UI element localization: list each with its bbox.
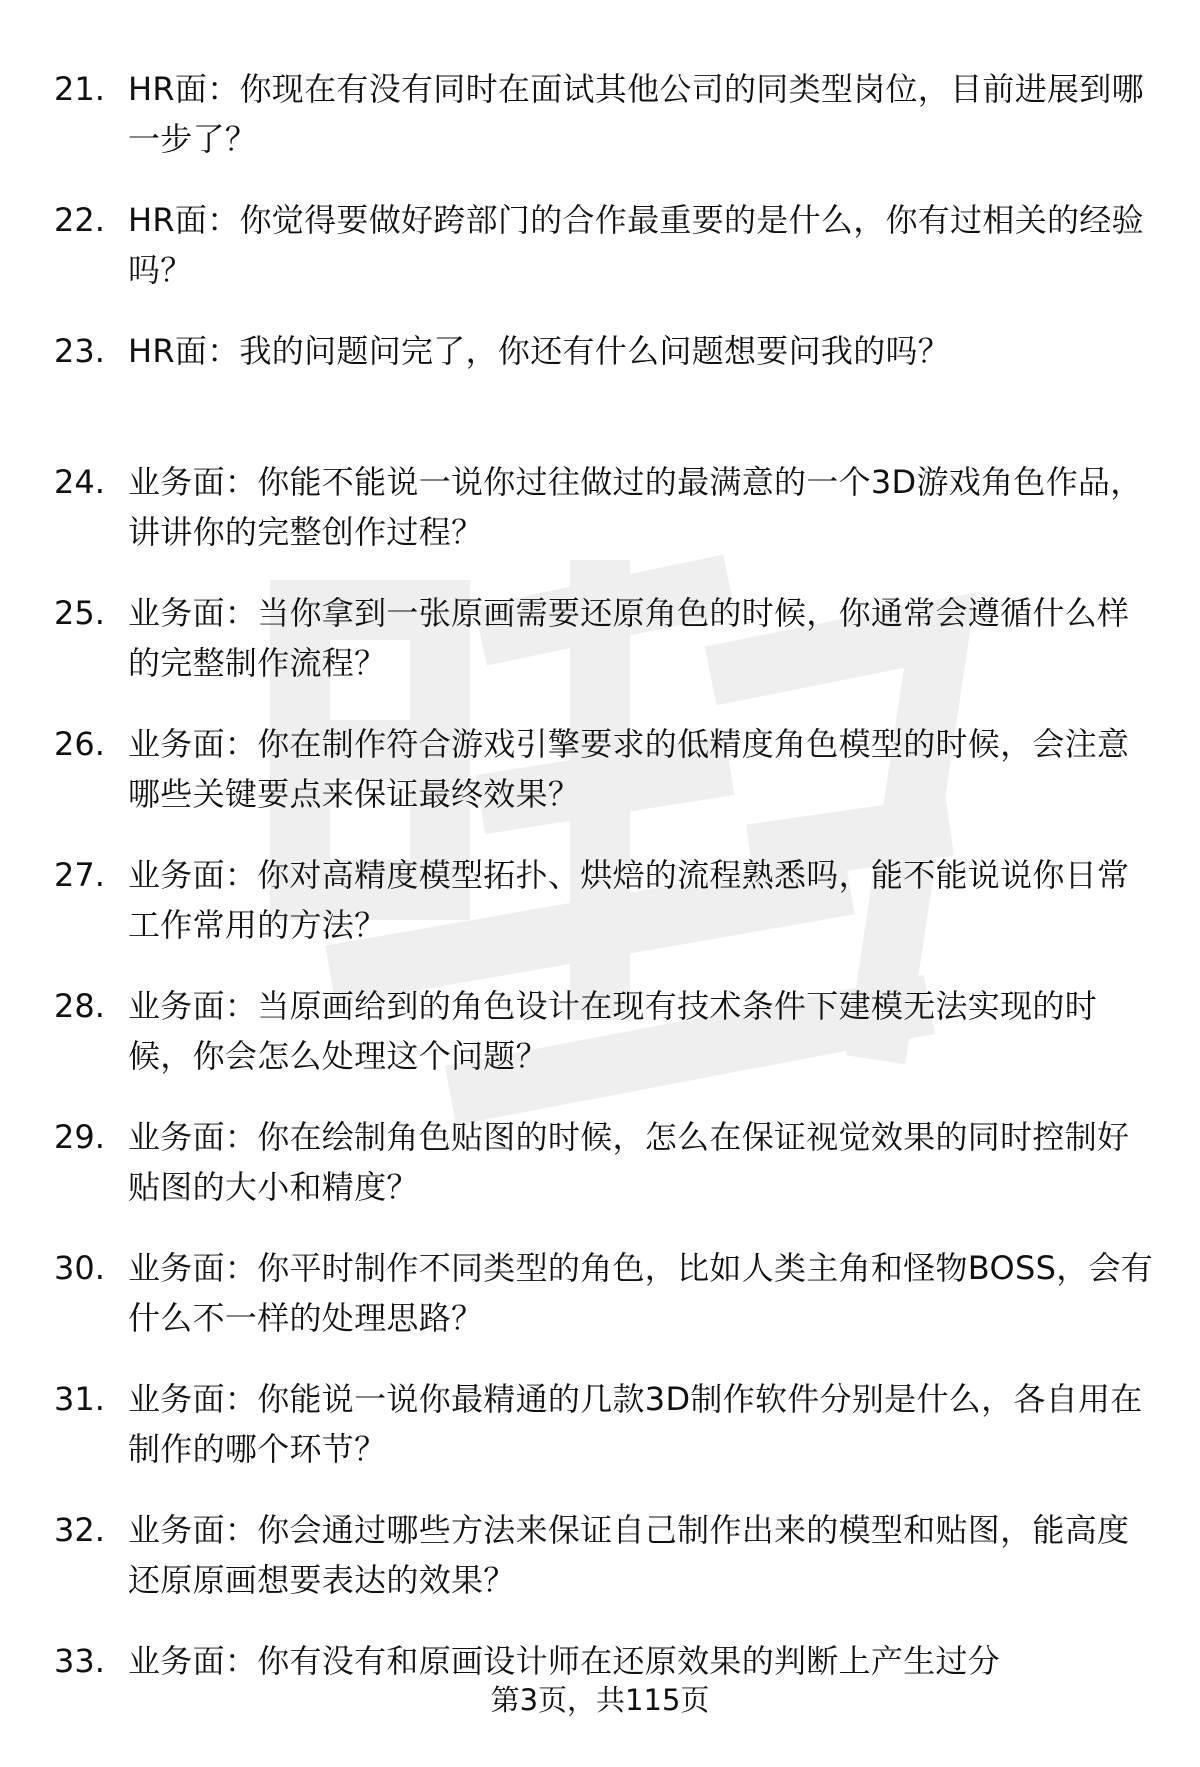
question-item	[0, 457, 1200, 588]
question-text: 业务面：你平时制作不同类型的角色，比如人类主角和怪物BOSS，会有什么不一样的处理思路？	[128, 1249, 1154, 1337]
question-number: 21.	[54, 70, 105, 108]
question-number: 26.	[54, 725, 105, 763]
question-number: 24.	[54, 463, 105, 501]
question-number: 29.	[54, 1118, 105, 1156]
question-number: 22.	[54, 201, 105, 239]
question-text: 业务面：你能不能说一说你过往做过的最满意的一个3D游戏角色作品，讲讲你的完整创作过程？	[128, 463, 1143, 551]
question-number: 25.	[54, 594, 105, 632]
question-number: 30.	[54, 1249, 105, 1287]
question-text: 业务面：你在制作符合游戏引擎要求的低精度角色模型的时候，会注意哪些关键要点来保证最终效果？	[128, 725, 1130, 813]
question-item	[0, 1505, 1200, 1636]
question-text: HR面：你觉得要做好跨部门的合作最重要的是什么，你有过相关的经验吗？	[128, 201, 1144, 289]
question-number: 23.	[54, 332, 105, 370]
question-number: 27.	[54, 856, 105, 894]
question-text: 业务面：当原画给到的角色设计在现有技术条件下建模无法实现的时候，你会怎么处理这个问题？	[128, 987, 1098, 1075]
question-item	[0, 981, 1200, 1112]
question-item	[0, 64, 1200, 195]
question-item	[0, 326, 1200, 457]
question-number: 33.	[54, 1642, 105, 1680]
question-item	[0, 195, 1200, 326]
question-list	[0, 64, 1200, 1767]
question-text: 业务面：你会通过哪些方法来保证自己制作出来的模型和贴图，能高度还原原画想要表达的效果？	[128, 1511, 1130, 1599]
question-text: 业务面：当你拿到一张原画需要还原角色的时候，你通常会遵循什么样的完整制作流程？	[128, 594, 1130, 682]
question-text: HR面：你现在有没有同时在面试其他公司的同类型岗位，目前进展到哪一步了？	[128, 70, 1144, 158]
question-text: 业务面：你对高精度模型拓扑、烘焙的流程熟悉吗，能不能说说你日常工作常用的方法？	[128, 856, 1130, 944]
question-item	[0, 719, 1200, 850]
question-text: 业务面：你有没有和原画设计师在还原效果的判断上产生过分	[128, 1642, 1001, 1680]
question-item	[0, 850, 1200, 981]
page-number: 第3页，共115页	[490, 1683, 710, 1717]
question-item	[0, 1112, 1200, 1243]
question-item	[0, 588, 1200, 719]
question-item	[0, 1243, 1200, 1374]
question-text: HR面：我的问题问完了，你还有什么问题想要问我的吗？	[128, 332, 951, 370]
question-number: 31.	[54, 1380, 105, 1418]
question-text: 业务面：你在绘制角色贴图的时候，怎么在保证视觉效果的同时控制好贴图的大小和精度？	[128, 1118, 1130, 1206]
question-number: 32.	[54, 1511, 105, 1549]
question-number: 28.	[54, 987, 105, 1025]
question-item	[0, 1374, 1200, 1505]
question-text: 业务面：你能说一说你最精通的几款3D制作软件分别是什么，各自用在制作的哪个环节？	[128, 1380, 1143, 1468]
